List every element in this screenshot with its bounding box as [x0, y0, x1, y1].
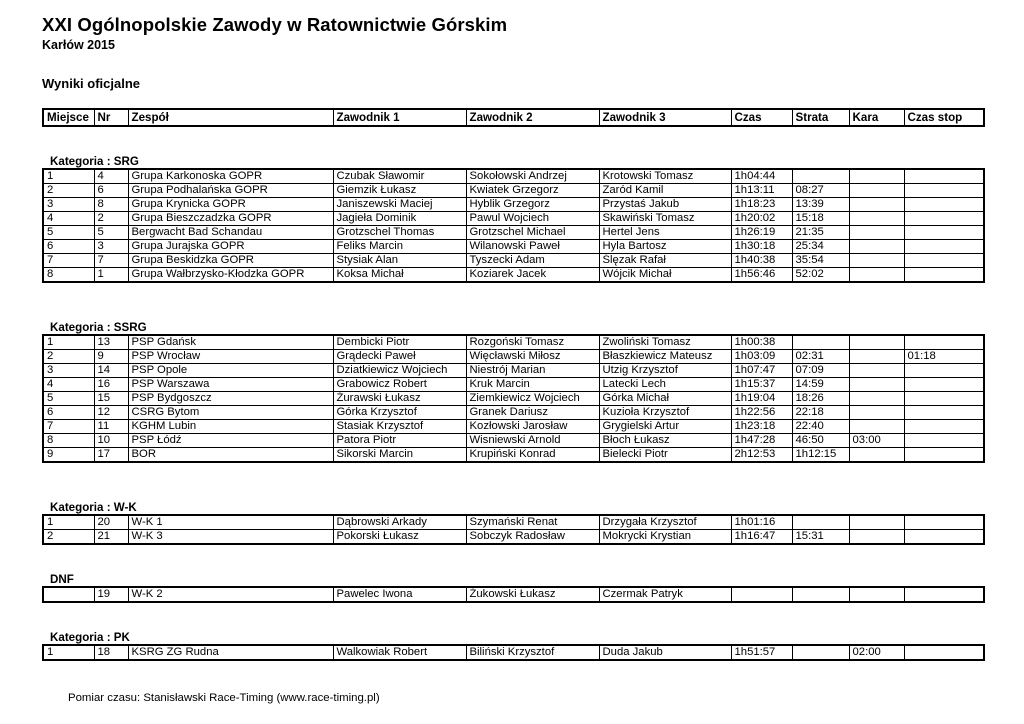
row-team: BOR [128, 448, 333, 463]
row-stop-time [904, 420, 984, 434]
page-title: XXI Ogólnopolskie Zawody w Ratownictwie Górskim [42, 14, 508, 35]
row-penalty [849, 212, 904, 226]
row-team: Grupa Wałbrzysko-Kłodzka GOPR [128, 268, 333, 283]
row-athlete1: Pokorski Łukasz [333, 530, 466, 545]
row-team: Grupa Jurajska GOPR [128, 240, 333, 254]
row-time: 1h40:38 [731, 254, 792, 268]
row-loss [792, 645, 849, 660]
row-stop-time [904, 515, 984, 530]
row-team: Grupa Podhalańska GOPR [128, 184, 333, 198]
row-athlete2: Szymański Renat [466, 515, 599, 530]
row-athlete2: Sobczyk Radosław [466, 530, 599, 545]
row-time: 1h03:09 [731, 350, 792, 364]
row-time: 1h47:28 [731, 434, 792, 448]
row-place [43, 587, 94, 602]
row-loss [792, 335, 849, 350]
row-team: PSP Opole [128, 364, 333, 378]
row-athlete3: Górka Michał [599, 392, 731, 406]
row-loss: 46:50 [792, 434, 849, 448]
row-loss: 35:54 [792, 254, 849, 268]
row-number: 9 [94, 350, 128, 364]
table-row [43, 364, 984, 378]
row-time [731, 587, 792, 602]
row-athlete2: Kwiatek Grzegorz [466, 184, 599, 198]
table-row [43, 645, 984, 660]
category-label: Kategoria : PK [50, 631, 130, 644]
row-loss: 07:09 [792, 364, 849, 378]
row-place: 6 [43, 240, 94, 254]
table-row [43, 406, 984, 420]
column-header-stop-time: Czas stop [904, 109, 984, 126]
row-loss: 21:35 [792, 226, 849, 240]
row-athlete2: Granek Dariusz [466, 406, 599, 420]
row-penalty [849, 448, 904, 463]
row-stop-time [904, 240, 984, 254]
row-stop-time [904, 434, 984, 448]
row-athlete3: Bielecki Piotr [599, 448, 731, 463]
row-penalty [849, 515, 904, 530]
category-label: DNF [50, 573, 74, 586]
row-number: 19 [94, 587, 128, 602]
row-place: 2 [43, 530, 94, 545]
row-place: 4 [43, 378, 94, 392]
category-label: Kategoria : SRG [50, 155, 139, 168]
row-number: 8 [94, 198, 128, 212]
row-place: 3 [43, 198, 94, 212]
row-place: 6 [43, 406, 94, 420]
row-stop-time [904, 406, 984, 420]
table-row [43, 350, 984, 364]
row-stop-time [904, 226, 984, 240]
row-loss: 15:18 [792, 212, 849, 226]
row-athlete3: Skawiński Tomasz [599, 212, 731, 226]
row-athlete1: Sikorski Marcin [333, 448, 466, 463]
row-athlete1: Pawelec Iwona [333, 587, 466, 602]
row-athlete3: Czermak Patryk [599, 587, 731, 602]
row-athlete3: Hertel Jens [599, 226, 731, 240]
table-row [43, 198, 984, 212]
row-team: Grupa Krynicka GOPR [128, 198, 333, 212]
table-row [43, 420, 984, 434]
row-athlete1: Górka Krzysztof [333, 406, 466, 420]
column-header-athlete3: Zawodnik 3 [599, 109, 731, 126]
row-athlete2: Pawul Wojciech [466, 212, 599, 226]
row-athlete1: Jagieła Dominik [333, 212, 466, 226]
row-loss: 22:18 [792, 406, 849, 420]
table-row [43, 392, 984, 406]
row-time: 1h20:02 [731, 212, 792, 226]
row-athlete3: Duda Jakub [599, 645, 731, 660]
row-loss: 52:02 [792, 268, 849, 283]
row-place: 5 [43, 392, 94, 406]
page-subtitle: Karłów 2015 [42, 38, 115, 52]
row-team: W-K 2 [128, 587, 333, 602]
row-stop-time [904, 184, 984, 198]
row-athlete2: Krupiński Konrad [466, 448, 599, 463]
row-athlete1: Żurawski Łukasz [333, 392, 466, 406]
row-athlete1: Feliks Marcin [333, 240, 466, 254]
row-time: 1h19:04 [731, 392, 792, 406]
row-penalty [849, 378, 904, 392]
row-athlete2: Więcławski Miłosz [466, 350, 599, 364]
row-number: 1 [94, 268, 128, 283]
row-athlete1: Walkowiak Robert [333, 645, 466, 660]
row-athlete3: Kuzioła Krzysztof [599, 406, 731, 420]
row-athlete1: Grądecki Paweł [333, 350, 466, 364]
row-penalty [849, 254, 904, 268]
row-place: 2 [43, 350, 94, 364]
row-number: 17 [94, 448, 128, 463]
row-number: 11 [94, 420, 128, 434]
row-team: CSRG Bytom [128, 406, 333, 420]
category-results-table [42, 168, 985, 283]
row-athlete3: Hyla Bartosz [599, 240, 731, 254]
row-athlete1: Dziatkiewicz Wojciech [333, 364, 466, 378]
row-place: 3 [43, 364, 94, 378]
row-athlete3: Wójcik Michał [599, 268, 731, 283]
row-number: 16 [94, 378, 128, 392]
table-row [43, 378, 984, 392]
row-loss: 25:34 [792, 240, 849, 254]
row-time: 1h00:38 [731, 335, 792, 350]
row-number: 18 [94, 645, 128, 660]
row-penalty [849, 240, 904, 254]
row-penalty [849, 226, 904, 240]
row-team: W-K 1 [128, 515, 333, 530]
document-header [42, 14, 507, 53]
row-team: Bergwacht Bad Schandau [128, 226, 333, 240]
row-athlete2: Wilanowski Paweł [466, 240, 599, 254]
row-time: 1h22:56 [731, 406, 792, 420]
row-penalty [849, 198, 904, 212]
row-loss: 08:27 [792, 184, 849, 198]
row-penalty [849, 350, 904, 364]
row-athlete2: Koziarek Jacek [466, 268, 599, 283]
row-time: 1h26:19 [731, 226, 792, 240]
row-stop-time [904, 198, 984, 212]
row-loss [792, 169, 849, 184]
row-time: 1h01:16 [731, 515, 792, 530]
row-time: 1h18:23 [731, 198, 792, 212]
row-athlete2: Żukowski Łukasz [466, 587, 599, 602]
table-row [43, 169, 984, 184]
row-stop-time [904, 268, 984, 283]
row-place: 4 [43, 212, 94, 226]
row-team: Grupa Beskidzka GOPR [128, 254, 333, 268]
row-penalty [849, 184, 904, 198]
row-number: 14 [94, 364, 128, 378]
row-time: 1h30:18 [731, 240, 792, 254]
row-team: Grupa Bieszczadzka GOPR [128, 212, 333, 226]
row-place: 7 [43, 254, 94, 268]
row-place: 8 [43, 268, 94, 283]
row-time: 1h04:44 [731, 169, 792, 184]
row-stop-time [904, 392, 984, 406]
row-loss: 1h12:15 [792, 448, 849, 463]
row-athlete1: Dąbrowski Arkady [333, 515, 466, 530]
row-stop-time [904, 448, 984, 463]
row-athlete3: Przystaś Jakub [599, 198, 731, 212]
row-loss [792, 587, 849, 602]
row-time: 1h51:57 [731, 645, 792, 660]
column-header-athlete2: Zawodnik 2 [466, 109, 599, 126]
row-time: 1h15:37 [731, 378, 792, 392]
category-results-table [42, 644, 985, 661]
row-time: 1h16:47 [731, 530, 792, 545]
row-penalty [849, 169, 904, 184]
row-loss: 02:31 [792, 350, 849, 364]
table-row [43, 226, 984, 240]
row-place: 9 [43, 448, 94, 463]
row-penalty [849, 335, 904, 350]
column-header-team: Zespół [128, 109, 333, 126]
row-athlete1: Dembicki Piotr [333, 335, 466, 350]
row-penalty [849, 420, 904, 434]
row-time: 1h23:18 [731, 420, 792, 434]
row-number: 5 [94, 226, 128, 240]
column-header-number: Nr [94, 109, 128, 126]
row-number: 10 [94, 434, 128, 448]
row-number: 13 [94, 335, 128, 350]
column-header-place: Miejsce [43, 109, 94, 126]
row-team: PSP Warszawa [128, 378, 333, 392]
row-athlete3: Drzygała Krzysztof [599, 515, 731, 530]
row-penalty [849, 530, 904, 545]
category-label: Kategoria : SSRG [50, 321, 147, 334]
row-time: 2h12:53 [731, 448, 792, 463]
row-number: 12 [94, 406, 128, 420]
column-header-time: Czas [731, 109, 792, 126]
row-athlete2: Rozgoński Tomasz [466, 335, 599, 350]
column-header-athlete1: Zawodnik 1 [333, 109, 466, 126]
row-stop-time [904, 364, 984, 378]
results-heading: Wyniki oficjalne [42, 76, 141, 91]
table-header-row [43, 109, 984, 126]
table-row [43, 515, 984, 530]
row-stop-time [904, 254, 984, 268]
table-row [43, 212, 984, 226]
row-athlete2: Sokołowski Andrzej [466, 169, 599, 184]
row-stop-time [904, 378, 984, 392]
row-loss: 18:26 [792, 392, 849, 406]
row-place: 1 [43, 645, 94, 660]
row-place: 5 [43, 226, 94, 240]
table-row [43, 587, 984, 602]
row-stop-time [904, 530, 984, 545]
row-athlete1: Stasiak Krzysztof [333, 420, 466, 434]
row-athlete3: Błaszkiewicz Mateusz [599, 350, 731, 364]
category-label: Kategoria : W-K [50, 501, 137, 514]
row-athlete2: Hyblik Grzegorz [466, 198, 599, 212]
category-results-table [42, 514, 985, 545]
row-loss: 13:39 [792, 198, 849, 212]
table-row [43, 335, 984, 350]
row-penalty [849, 268, 904, 283]
row-time: 1h13:11 [731, 184, 792, 198]
row-loss: 22:40 [792, 420, 849, 434]
row-athlete2: Wisniewski Arnold [466, 434, 599, 448]
table-row [43, 268, 984, 283]
row-athlete3: Ślęzak Rafał [599, 254, 731, 268]
row-athlete1: Grotzschel Thomas [333, 226, 466, 240]
category-results-table [42, 334, 985, 463]
row-number: 21 [94, 530, 128, 545]
table-row [43, 448, 984, 463]
row-team: KGHM Lubin [128, 420, 333, 434]
timing-credit: Pomiar czasu: Stanisławski Race-Timing (www.race-timing.pl) [68, 692, 380, 704]
category-results-table [42, 586, 985, 603]
row-athlete2: Kozłowski Jarosław [466, 420, 599, 434]
row-place: 2 [43, 184, 94, 198]
row-team: PSP Łódź [128, 434, 333, 448]
row-athlete1: Stysiak Alan [333, 254, 466, 268]
row-number: 2 [94, 212, 128, 226]
row-team: PSP Wrocław [128, 350, 333, 364]
row-athlete3: Utzig Krzysztof [599, 364, 731, 378]
row-team: PSP Bydgoszcz [128, 392, 333, 406]
row-number: 6 [94, 184, 128, 198]
row-penalty [849, 406, 904, 420]
row-penalty [849, 392, 904, 406]
row-time: 1h07:47 [731, 364, 792, 378]
row-penalty [849, 364, 904, 378]
row-place: 8 [43, 434, 94, 448]
row-athlete2: Ziemkiewicz Wojciech [466, 392, 599, 406]
row-athlete1: Giemzik Łukasz [333, 184, 466, 198]
row-team: Grupa Karkonoska GOPR [128, 169, 333, 184]
row-team: W-K 3 [128, 530, 333, 545]
row-loss [792, 515, 849, 530]
row-athlete1: Janiszewski Maciej [333, 198, 466, 212]
row-stop-time [904, 169, 984, 184]
row-penalty: 03:00 [849, 434, 904, 448]
row-stop-time [904, 335, 984, 350]
row-athlete3: Grygielski Artur [599, 420, 731, 434]
row-stop-time [904, 587, 984, 602]
row-athlete3: Zaród Kamil [599, 184, 731, 198]
row-athlete1: Koksa Michał [333, 268, 466, 283]
row-loss: 14:59 [792, 378, 849, 392]
row-athlete3: Krotowski Tomasz [599, 169, 731, 184]
row-athlete3: Mokrycki Krystian [599, 530, 731, 545]
row-athlete3: Zwoliński Tomasz [599, 335, 731, 350]
row-penalty: 02:00 [849, 645, 904, 660]
results-column-header [42, 108, 985, 127]
row-place: 1 [43, 169, 94, 184]
row-stop-time [904, 212, 984, 226]
row-number: 4 [94, 169, 128, 184]
row-team: PSP Gdańsk [128, 335, 333, 350]
column-header-loss: Strata [792, 109, 849, 126]
row-athlete2: Biliński Krzysztof [466, 645, 599, 660]
row-stop-time: 01:18 [904, 350, 984, 364]
row-penalty [849, 587, 904, 602]
table-row [43, 254, 984, 268]
row-place: 7 [43, 420, 94, 434]
row-number: 15 [94, 392, 128, 406]
table-row [43, 240, 984, 254]
row-athlete2: Tyszecki Adam [466, 254, 599, 268]
row-athlete2: Grotzschel Michael [466, 226, 599, 240]
row-number: 20 [94, 515, 128, 530]
row-number: 3 [94, 240, 128, 254]
row-time: 1h56:46 [731, 268, 792, 283]
table-row [43, 530, 984, 545]
row-athlete2: Kruk Marcin [466, 378, 599, 392]
row-athlete3: Latecki Lech [599, 378, 731, 392]
row-athlete3: Błoch Łukasz [599, 434, 731, 448]
row-team: KSRG ZG Rudna [128, 645, 333, 660]
row-athlete2: Niestrój Marian [466, 364, 599, 378]
row-stop-time [904, 645, 984, 660]
row-place: 1 [43, 515, 94, 530]
row-athlete1: Czubak Sławomir [333, 169, 466, 184]
row-number: 7 [94, 254, 128, 268]
row-place: 1 [43, 335, 94, 350]
row-loss: 15:31 [792, 530, 849, 545]
row-athlete1: Patora Piotr [333, 434, 466, 448]
table-row [43, 434, 984, 448]
column-header-penalty: Kara [849, 109, 904, 126]
row-athlete1: Grabowicz Robert [333, 378, 466, 392]
table-row [43, 184, 984, 198]
